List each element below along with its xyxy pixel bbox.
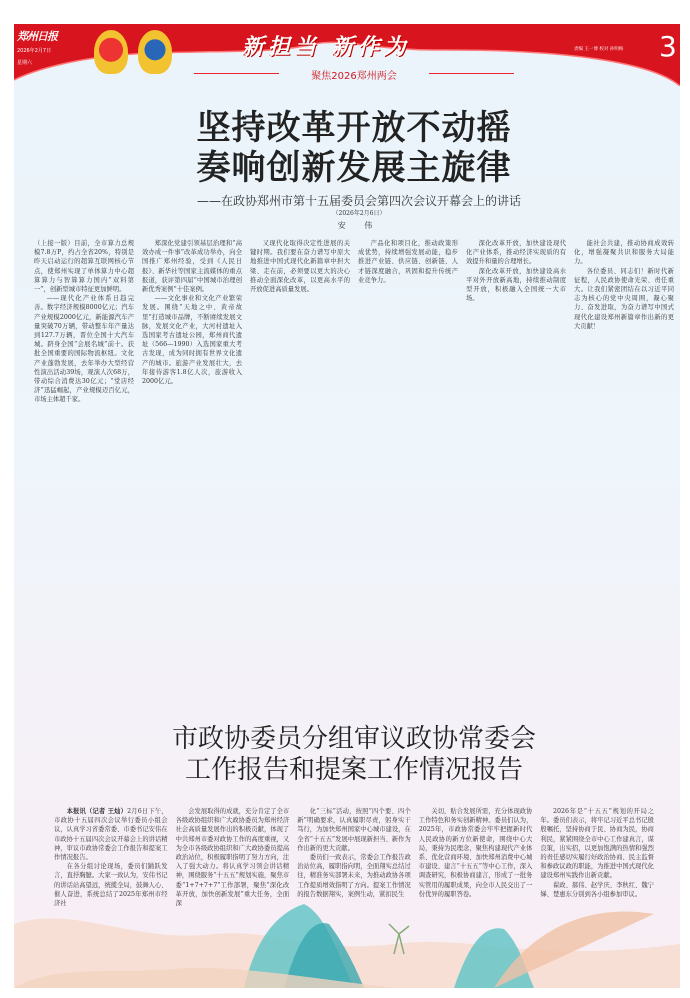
issue-date: 2026年2月7日 xyxy=(17,48,52,54)
text-column xyxy=(466,239,566,709)
paragraph xyxy=(54,807,168,862)
text-column xyxy=(142,239,242,709)
paragraph: 2026年是“十五五”规划的开局之年。委员们表示，将牢记习近平总书记殷殷嘱托，坚持协商于民、协商为民，协商利民，紧紧围绕全市中心工作建真言，谋良策，出实招，以更加饱满的热情和强烈的责任感切实履行好政治协商、民主监督和参政议政的职能，为推进中国式现代化建设郑州实践作出新贡献。 xyxy=(540,808,654,880)
paragraph: 各位委员、同志们！新时代新征程，人民政协使命光荣、责任重大。让我们紧密团结在以习近平同志为核心的党中央周围，凝心聚力、奋发进取，为奋力谱写中国式现代化建设郑州新篇章作出新的更大贡献！ xyxy=(574,267,674,330)
paragraph: 深化改革开放，加快建设现代化产业体系，推动经济实现质的有效提升和量的合理增长。 xyxy=(466,240,566,266)
paragraph: （上接一版）目前，全市算力总规模7.8万P，约占全省20%，特别是昨天启动运行的超算互联网核心节点，使郑州实现了单体算力中心超算算力与智算算力国内“双料第一”，创新型城市特征更加鲜明。 xyxy=(34,240,134,294)
issue-weekday: 星期六 xyxy=(17,60,33,66)
second-article-headline xyxy=(164,724,544,786)
paragraph: 会发展取得的成就，充分肯定了全市各级政协组织和广大政协委员为郑州经济社会高质量发展作出的积极贡献，体现了中共郑州市委对政协工作的高度重视，又为全市各级政协组织和广大政协委员提高政治站位，积极履职指明了努力方向，注入了强大动力。将认真学习领会讲话精神，围绕服务“十五五”规划实施，聚焦市委“1+7+7+7”工作部署，聚焦“深化改革开放，加快创新发展”重大任务，全面深 xyxy=(175,808,290,907)
paragraph: 在各分组讨论现场，委员们踊跃发言，直抒胸臆。大家一致认为，安伟书记的讲话站高望远，统揽全局，鼓舞人心、催人奋进，系统总结了2025年郑州市经济社 xyxy=(54,863,168,907)
paragraph: 郑深化党建引领基层治理和“高效办成一件事”改革成功举办，向全国推广郑州经验，受到《人民日报》、新华社等国家主流媒体的重点报道，获评第四届“中国城市治理创新优秀案例”十佳案例。 xyxy=(142,240,242,294)
byline: 本报讯（记者 王灿） xyxy=(66,808,128,815)
paragraph: 翟政、郝伟、赵学庆、李秋红、魏宁娣、楚惠东分别到各小组参加审议。 xyxy=(540,881,654,898)
paragraph: 委员们一致表示，常委会工作报告政治站位高，履职指向明，全面翔实总结过往，精准务实部署未来，为推动政协各项工作提质增效指明了方向。提案工作情况的报告数据翔实，案例生动，紧扣民生 xyxy=(297,854,411,898)
newspaper-logo: 郑州日报 xyxy=(17,30,57,43)
paragraph: 能社会共建，推动协商成效转化，增强凝聚共识和服务大局能力。 xyxy=(574,240,674,266)
text-column xyxy=(250,239,350,709)
paragraph: ——文化事业和文化产业繁荣发展。围绕“天地之中、黄帝故里”打造城市品牌，不断赓续发展文脉，发展文化产业，大河村遗址入选国家考古遗址公园，郑州商代遗址（566—1990）入选国家重大考古发现，成为同时拥有世界文化遗产的城市。旅游产业发展壮大，去年接待游客1.8亿人次，旅游收入2000亿元。 xyxy=(142,295,242,386)
speech-date: （2026年2月6日） xyxy=(332,210,386,217)
paragraph: 深化改革开放，加快建设高水平对外开放新高地，持续推动制度型开放，积极融入全国统一大市场。 xyxy=(466,267,566,303)
national-emblem-icon xyxy=(94,30,128,74)
editor-credits: 责编 王一博 校对 孙明梅 xyxy=(574,47,624,52)
cppcc-emblem-icon xyxy=(138,30,172,74)
headline-line-1: 坚持改革开放不动摇 xyxy=(196,108,512,148)
newspaper-page xyxy=(14,24,680,988)
landscape-illustration xyxy=(14,884,680,988)
text-column xyxy=(358,239,458,709)
text-column xyxy=(574,239,674,709)
article-subtitle: ——在政协郑州市第十五届委员会第四次会议开幕会上的讲话 xyxy=(196,194,521,208)
paragraph: 产品化和项目化，推动政策形成优势，持续增强发展动能，稳步推进产业链、供应链、创新链、人才链深度融合，巩固和提升传统产业竞争力。 xyxy=(358,240,458,284)
headline-line-2: 奏响创新发展主旋律 xyxy=(196,148,512,188)
page-number: 3 xyxy=(659,30,677,63)
paragraph: 又现代化取得决定性进展的关键时期。我们要在奋力谱写中原大地推进中国式现代化新篇章中担大梁、走在前，必须要以更大的决心推动全面深化改革，以更高水平的开放促进高质量发展。 xyxy=(250,240,350,294)
paragraph: 关切，贴合发展所需，充分体现政协工作特色和务实创新精神。委员们认为，2025年，市政协常委会牢牢把握新时代人民政协的新方位新使命，围绕中心大局，秉持为民理念，聚焦构建现代产业体系、优化营商环境、加快郑州消费中心城市建设、建言“十五五”等中心工作，深入调查研究，积极协商建言，形成了一批务实管用的履职成果，向全市人民交出了一份优异的履职答卷。 xyxy=(418,808,533,898)
headline-line-2: 工作报告和提案工作情况报告 xyxy=(184,755,523,785)
article-author: 安 伟 xyxy=(337,221,381,230)
paragraph: 化“三标”活动，按照“四个要、四个新”明确要求，认真履职尽责，躬身实干笃行，为加快郑州国家中心城市建设，在全省“十五五”发展中展现新担当、新作为作出新的更大贡献。 xyxy=(297,808,411,852)
section-slogan: 新担当 新作为 xyxy=(242,34,410,60)
article-headline xyxy=(174,108,534,188)
masthead-banner xyxy=(14,24,680,86)
paragraph-text: 2月6日下午，市政协十五届四次会议举行委员小组会议，认真学习省委常委、市委书记安伟在市政协十五届四次会议开幕会上的讲话精神，审议市政协常委会工作报告和提案工作情况报告。 xyxy=(54,808,168,862)
paragraph: ——现代化产业体系日趋完善。数字经济规模8000亿元；汽车产业规模2000亿元，新能源汽车产量突破70万辆，带动整车年产量达到127.7万辆，晋位全国十大汽车城。跻身全国“会展名城”前十。获批全国重要的国际物流枢纽。文化产业蓬勃发展，去年举办大型经营性演出活动39场，观演人次68万，带动综合消费达30亿元；“堂店经济”迅猛崛起，产业规模迈百亿元，市场主体超千家。 xyxy=(34,295,134,404)
headline-line-1: 市政协委员分组审议政协常委会 xyxy=(171,724,536,754)
article-body xyxy=(34,239,674,709)
section-focus: 聚焦2026郑州两会 xyxy=(194,67,514,82)
text-column xyxy=(34,239,134,709)
